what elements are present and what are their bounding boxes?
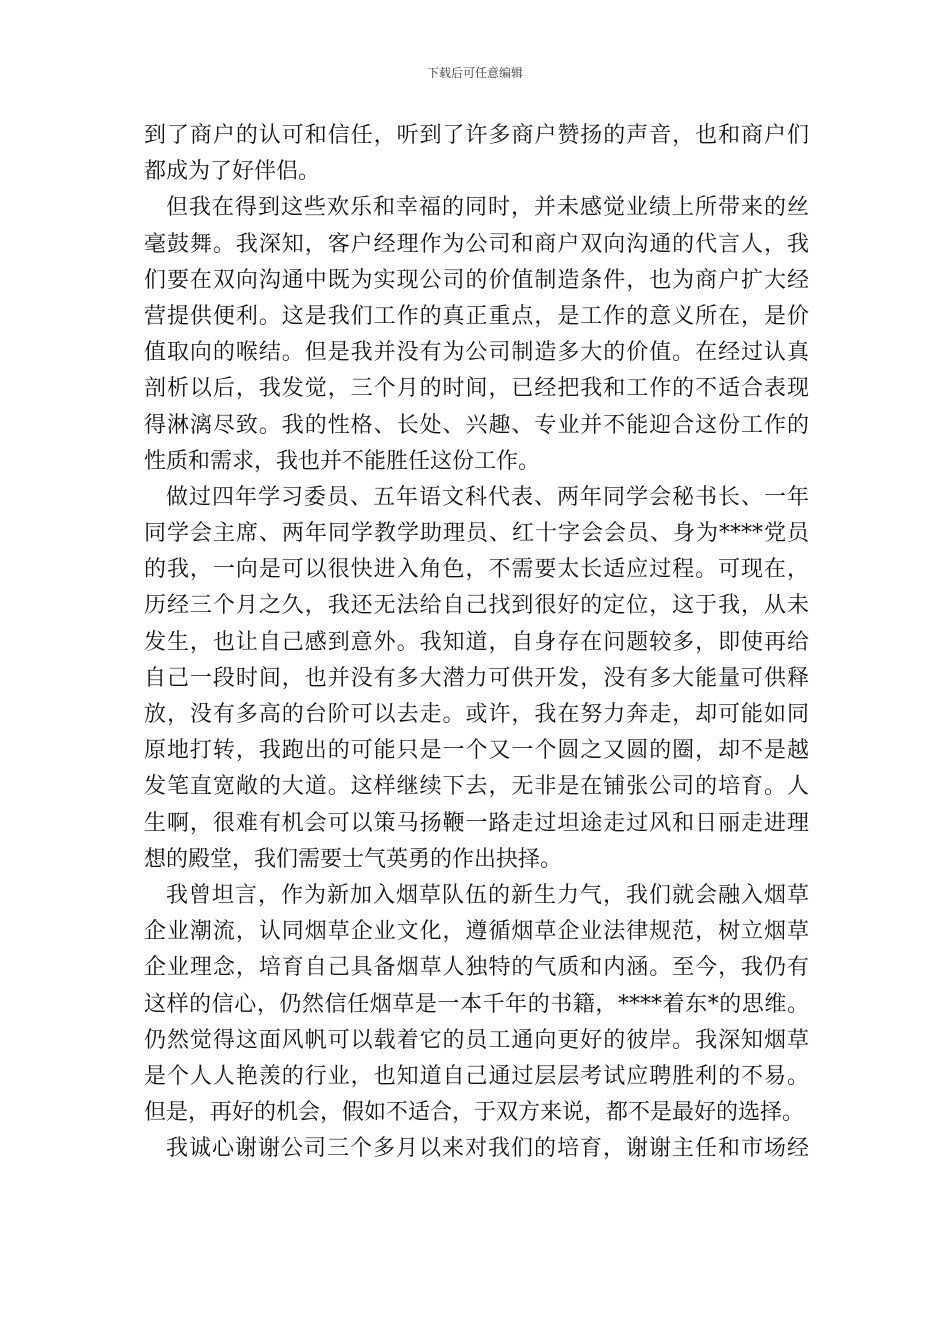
- text-line: 放，没有多高的台阶可以去走。或许，我在努力奔走，却可能如同: [144, 702, 809, 727]
- text-line: 这样的信心，仍然信任烟草是一本千年的书籍，****着东*的思维。: [144, 991, 809, 1017]
- text-line: 发生，也让自己感到意外。我知道，自身存在问题较多，即使再给: [144, 629, 809, 655]
- text-line: 都成为了好伴侣。: [144, 159, 321, 185]
- text-line: 生啊，很难有机会可以策马扬鞭一路走过坦途走过风和日丽走进理: [144, 810, 809, 836]
- text-line: 做过四年学习委员、五年语文科代表、两年同学会秘书长、一年: [166, 484, 809, 510]
- text-line: 剖析以后，我发觉，三个月的时间，已经把我和工作的不适合表现: [144, 376, 809, 402]
- text-line: 我诚心谢谢公司三个多月以来对我们的培育，谢谢主任和市场经: [166, 1136, 809, 1162]
- text-line: 我曾坦言，作为新加入烟草队伍的新生力气，我们就会融入烟草: [166, 882, 809, 908]
- text-line: 值取向的喉结。但是我并没有为公司制造多大的价值。在经过认真: [144, 340, 809, 366]
- paragraph: [144, 878, 809, 1131]
- text-line: 企业理念，培育自己具备烟草人独特的气质和内涵。至今，我仍有: [144, 955, 809, 981]
- text-line: 同学会主席、两年同学教学助理员、红十字会会员、身为****党员: [144, 521, 809, 547]
- text-line: 到了商户的认可和信任，听到了许多商户赞扬的声音，也和商户们: [144, 123, 809, 148]
- document-body: [144, 118, 809, 1167]
- paragraph: [144, 480, 809, 878]
- paragraph: [144, 118, 809, 190]
- text-line: 仍然觉得这面风帆可以载着它的员工通向更好的彼岸。我深知烟草: [144, 1027, 809, 1053]
- text-line: 想的殿堂，我们需要士气英勇的作出抉择。: [144, 846, 563, 872]
- text-line: 的我，一向是可以很快进入角色，不需要太长适应过程。可现在，: [144, 557, 809, 583]
- text-line: 但是，再好的机会，假如不适合，于双方来说，都不是最好的选择。: [144, 1100, 805, 1126]
- text-line: 原地打转，我跑出的可能只是一个又一个圆之又圆的圈，却不是越: [144, 738, 809, 764]
- text-line: 是个人人艳羡的行业，也知道自己通过层层考试应聘胜利的不易。: [144, 1063, 809, 1089]
- text-line: 但我在得到这些欢乐和幸福的同时，并未感觉业绩上所带来的丝: [166, 195, 809, 221]
- text-line: 发笔直宽敞的大道。这样继续下去，无非是在铺张公司的培育。人: [144, 774, 809, 800]
- text-line: 性质和需求，我也并不能胜任这份工作。: [144, 448, 541, 474]
- text-line: 营提供便利。这是我们工作的真正重点，是工作的意义所在，是价: [144, 303, 809, 329]
- text-line: 自己一段时间，也并没有多大潜力可供开发，没有多大能量可供释: [144, 665, 809, 691]
- page-header: 下载后可任意编辑: [426, 66, 523, 80]
- text-line: 们要在双向沟通中既为实现公司的价值制造条件，也为商户扩大经: [144, 267, 809, 293]
- paragraph: [144, 1131, 809, 1167]
- text-line: 得淋漓尽致。我的性格、长处、兴趣、专业并不能迎合这份工作的: [144, 412, 809, 438]
- text-line: 企业潮流，认同烟草企业文化，遵循烟草企业法律规范，树立烟草: [144, 919, 809, 945]
- paragraph: [144, 190, 809, 480]
- text-line: 历经三个月之久，我还无法给自己找到很好的定位，这于我，从未: [144, 593, 809, 619]
- text-line: 毫鼓舞。我深知，客户经理作为公司和商户双向沟通的代言人，我: [144, 231, 809, 257]
